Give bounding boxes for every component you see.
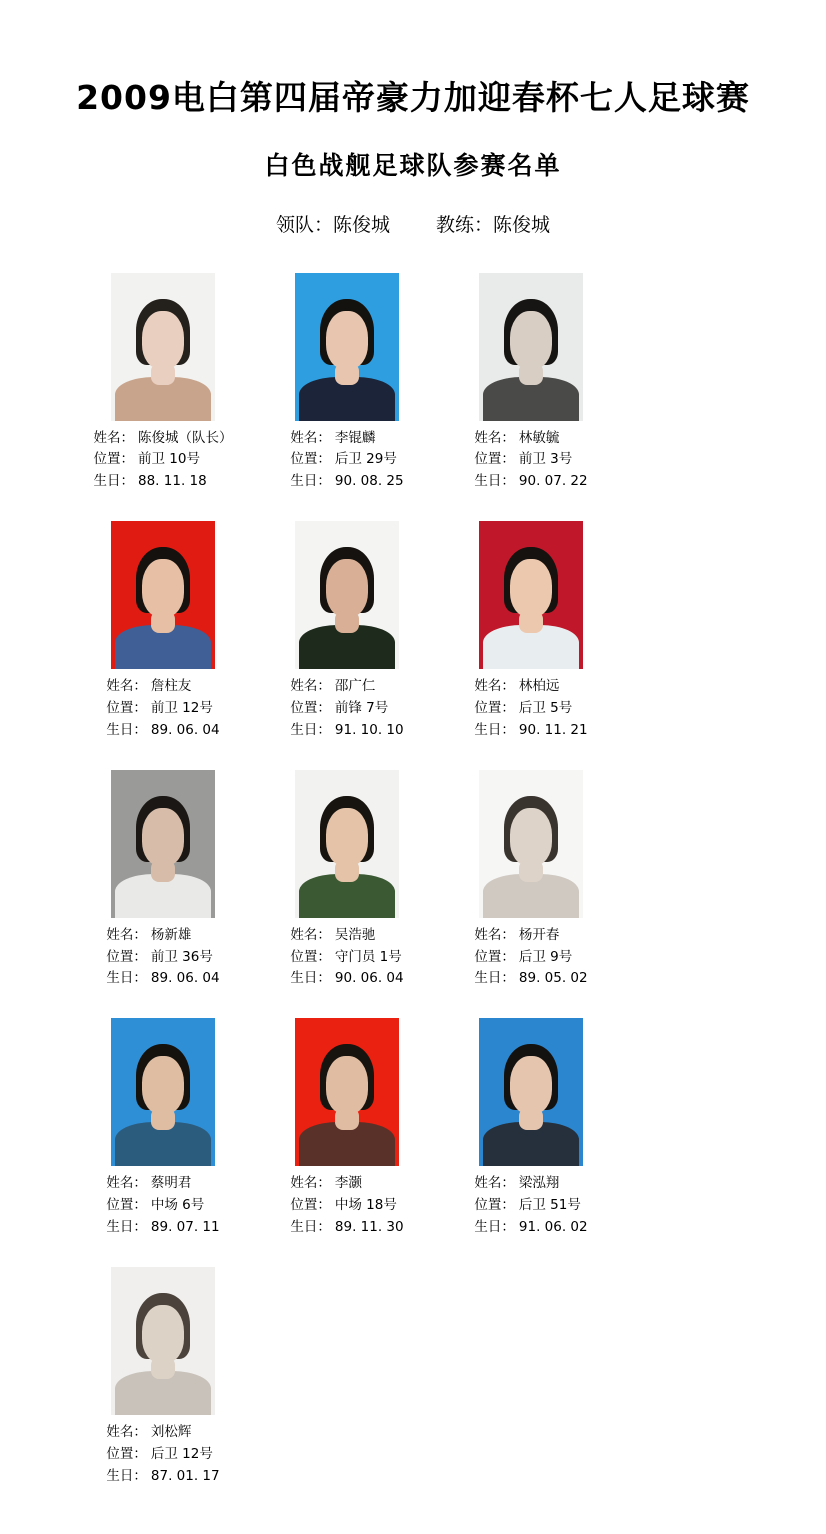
player-card — [78, 770, 248, 991]
player-info — [106, 925, 219, 991]
player-birthday-row — [290, 471, 403, 493]
player-photo — [111, 1018, 215, 1166]
player-position-label: 位置： — [106, 948, 147, 965]
player-card — [78, 1267, 248, 1488]
player-photo — [295, 770, 399, 918]
player-position-label: 位置： — [474, 1197, 515, 1214]
player-name-label: 姓名： — [106, 678, 147, 695]
coach-label: 教练： — [436, 213, 494, 236]
player-info — [474, 1173, 587, 1239]
player-info — [474, 428, 587, 494]
player-name-label: 姓名： — [474, 429, 515, 446]
player-name-row — [290, 428, 403, 450]
player-birthday-label: 生日： — [290, 721, 331, 738]
player-name-row — [290, 925, 403, 947]
photo-neck — [151, 1108, 175, 1130]
player-info — [106, 1422, 219, 1488]
player-position-label: 位置： — [290, 948, 331, 965]
photo-neck — [519, 363, 543, 385]
player-position-value: 中场 6号 — [150, 1197, 205, 1214]
player-photo — [479, 521, 583, 669]
player-photo — [479, 1018, 583, 1166]
player-position-row — [474, 449, 587, 471]
player-position-row — [290, 1195, 403, 1217]
player-name-value: 陈俊城（队长） — [138, 429, 233, 446]
player-card — [262, 770, 432, 991]
player-position-value: 后卫 29号 — [334, 451, 397, 468]
photo-neck — [335, 860, 359, 882]
photo-neck — [335, 611, 359, 633]
player-position-label: 位置： — [474, 451, 515, 468]
photo-neck — [151, 1357, 175, 1379]
player-position-row — [106, 1195, 219, 1217]
player-birthday-row — [106, 968, 219, 990]
player-name-value: 李锟麟 — [334, 429, 376, 446]
player-info — [290, 1173, 403, 1239]
player-name-label: 姓名： — [474, 678, 515, 695]
player-name-row — [290, 676, 403, 698]
player-position-row — [290, 698, 403, 720]
player-position-row — [474, 947, 587, 969]
page-title: 2009电白第四届帝豪力加迎春杯七人足球赛 — [76, 78, 750, 117]
player-name-row — [94, 428, 233, 450]
player-card — [446, 770, 616, 991]
player-position-row — [474, 698, 587, 720]
player-birthday-value: 90. 07. 22 — [518, 473, 588, 490]
player-birthday-label: 生日： — [93, 473, 134, 490]
photo-neck — [335, 1108, 359, 1130]
player-birthday-value: 91. 06. 02 — [518, 1219, 588, 1236]
player-name-row — [474, 676, 587, 698]
player-birthday-row — [106, 1217, 219, 1239]
player-birthday-value: 88. 11. 18 — [138, 473, 207, 490]
player-name-value: 蔡明君 — [150, 1175, 192, 1192]
player-card — [78, 1018, 248, 1239]
player-birthday-row — [94, 471, 233, 493]
player-birthday-value: 89. 06. 04 — [150, 970, 220, 987]
player-birthday-value: 89. 06. 04 — [150, 721, 220, 738]
player-position-row — [474, 1195, 587, 1217]
photo-neck — [335, 363, 359, 385]
player-position-label: 位置： — [290, 451, 331, 468]
player-info — [290, 428, 403, 494]
player-name-row — [106, 1173, 219, 1195]
player-name-row — [474, 428, 587, 450]
player-name-value: 杨新雄 — [150, 926, 192, 943]
player-birthday-row — [290, 968, 403, 990]
player-name-label: 姓名： — [106, 926, 147, 943]
player-position-value: 后卫 5号 — [518, 700, 573, 717]
player-name-row — [106, 1422, 219, 1444]
player-photo — [295, 521, 399, 669]
staff-line — [0, 210, 826, 237]
player-name-value: 邵广仁 — [334, 678, 376, 695]
player-position-label: 位置： — [290, 700, 331, 717]
photo-face — [142, 311, 184, 369]
player-birthday-row — [474, 720, 587, 742]
player-name-value: 吴浩驰 — [334, 926, 376, 943]
player-name-value: 詹柱友 — [150, 678, 192, 695]
photo-face — [142, 808, 184, 866]
photo-face — [142, 1056, 184, 1114]
leader-label: 领队： — [275, 213, 333, 236]
player-birthday-label: 生日： — [290, 1219, 331, 1236]
player-name-label: 姓名： — [93, 429, 134, 446]
player-name-label: 姓名： — [474, 1175, 515, 1192]
player-birthday-value: 89. 05. 02 — [518, 970, 588, 987]
player-card — [262, 521, 432, 742]
photo-face — [142, 559, 184, 617]
player-card — [262, 273, 432, 494]
player-birthday-label: 生日： — [290, 970, 331, 987]
player-photo — [111, 770, 215, 918]
player-name-label: 姓名： — [290, 926, 331, 943]
photo-face — [326, 311, 368, 369]
player-position-label: 位置： — [474, 948, 515, 965]
player-position-row — [290, 947, 403, 969]
player-birthday-row — [290, 1217, 403, 1239]
player-birthday-row — [474, 1217, 587, 1239]
player-position-value: 前卫 10号 — [138, 451, 200, 468]
player-card — [78, 521, 248, 742]
player-position-label: 位置： — [106, 1197, 147, 1214]
photo-face — [326, 559, 368, 617]
player-position-value: 后卫 9号 — [518, 948, 573, 965]
player-position-value: 前卫 12号 — [150, 700, 213, 717]
player-info — [106, 1173, 219, 1239]
player-position-row — [106, 698, 219, 720]
player-birthday-row — [474, 968, 587, 990]
player-position-label: 位置： — [106, 700, 147, 717]
player-name-value: 林敏毓 — [518, 429, 560, 446]
player-position-value: 前卫 3号 — [518, 451, 573, 468]
photo-neck — [519, 1108, 543, 1130]
photo-face — [510, 559, 552, 617]
player-birthday-label: 生日： — [106, 970, 147, 987]
player-photo — [111, 521, 215, 669]
player-birthday-row — [106, 720, 219, 742]
player-birthday-value: 90. 11. 21 — [518, 721, 588, 738]
player-photo — [111, 1267, 215, 1415]
photo-neck — [519, 611, 543, 633]
player-name-value: 刘松辉 — [150, 1423, 192, 1440]
player-position-value: 后卫 12号 — [150, 1445, 213, 1462]
player-grid — [0, 273, 826, 1516]
player-photo — [295, 1018, 399, 1166]
player-photo — [479, 770, 583, 918]
player-name-value: 林柏远 — [518, 678, 560, 695]
player-birthday-value: 89. 07. 11 — [150, 1219, 220, 1236]
player-name-label: 姓名： — [290, 678, 331, 695]
player-position-value: 前卫 36号 — [150, 948, 213, 965]
player-birthday-value: 89. 11. 30 — [334, 1219, 404, 1236]
player-name-label: 姓名： — [106, 1423, 147, 1440]
player-info — [474, 925, 587, 991]
player-photo — [295, 273, 399, 421]
player-position-row — [106, 1444, 219, 1466]
player-photo — [111, 273, 215, 421]
player-position-row — [106, 947, 219, 969]
player-name-value: 李灏 — [334, 1175, 362, 1192]
page-subtitle: 白色战舰足球队参赛名单 — [264, 150, 562, 180]
player-position-label: 位置： — [290, 1197, 331, 1214]
player-card — [262, 1018, 432, 1239]
leader-name: 陈俊城 — [332, 213, 390, 236]
player-card — [78, 273, 248, 494]
player-birthday-label: 生日： — [474, 473, 515, 490]
player-birthday-value: 87. 01. 17 — [150, 1467, 220, 1484]
player-info — [290, 676, 403, 742]
player-position-value: 后卫 51号 — [518, 1197, 581, 1214]
player-position-label: 位置： — [93, 451, 134, 468]
player-name-label: 姓名： — [106, 1175, 147, 1192]
player-name-row — [474, 925, 587, 947]
coach-name: 陈俊城 — [493, 213, 551, 236]
player-card — [446, 521, 616, 742]
player-position-label: 位置： — [106, 1445, 147, 1462]
player-position-value: 守门员 1号 — [334, 948, 402, 965]
player-position-label: 位置： — [474, 700, 515, 717]
player-birthday-value: 90. 06. 04 — [334, 970, 404, 987]
photo-neck — [151, 860, 175, 882]
player-info — [94, 428, 233, 494]
player-photo — [479, 273, 583, 421]
player-birthday-row — [106, 1466, 219, 1488]
player-name-row — [106, 676, 219, 698]
roster-page — [0, 78, 826, 1534]
player-info — [106, 676, 219, 742]
player-name-row — [290, 1173, 403, 1195]
photo-face — [142, 1305, 184, 1363]
photo-face — [326, 1056, 368, 1114]
player-birthday-label: 生日： — [106, 721, 147, 738]
photo-face — [510, 808, 552, 866]
player-position-value: 中场 18号 — [334, 1197, 397, 1214]
player-birthday-label: 生日： — [474, 721, 515, 738]
player-name-label: 姓名： — [474, 926, 515, 943]
photo-neck — [151, 363, 175, 385]
photo-face — [326, 808, 368, 866]
player-position-value: 前锋 7号 — [334, 700, 389, 717]
player-birthday-label: 生日： — [106, 1467, 147, 1484]
player-card — [446, 273, 616, 494]
player-card — [446, 1018, 616, 1239]
player-name-label: 姓名： — [290, 429, 331, 446]
player-birthday-value: 91. 10. 10 — [334, 721, 404, 738]
player-info — [474, 676, 587, 742]
player-name-value: 杨开春 — [518, 926, 560, 943]
player-birthday-label: 生日： — [474, 1219, 515, 1236]
player-name-row — [106, 925, 219, 947]
player-birthday-label: 生日： — [106, 1219, 147, 1236]
photo-face — [510, 311, 552, 369]
player-birthday-label: 生日： — [290, 473, 331, 490]
player-birthday-row — [290, 720, 403, 742]
photo-neck — [151, 611, 175, 633]
player-info — [290, 925, 403, 991]
player-position-row — [94, 449, 233, 471]
player-birthday-label: 生日： — [474, 970, 515, 987]
player-birthday-row — [474, 471, 587, 493]
player-name-value: 梁泓翔 — [518, 1175, 560, 1192]
photo-face — [510, 1056, 552, 1114]
player-name-row — [474, 1173, 587, 1195]
player-birthday-value: 90. 08. 25 — [334, 473, 404, 490]
photo-neck — [519, 860, 543, 882]
player-name-label: 姓名： — [290, 1175, 331, 1192]
player-position-row — [290, 449, 403, 471]
